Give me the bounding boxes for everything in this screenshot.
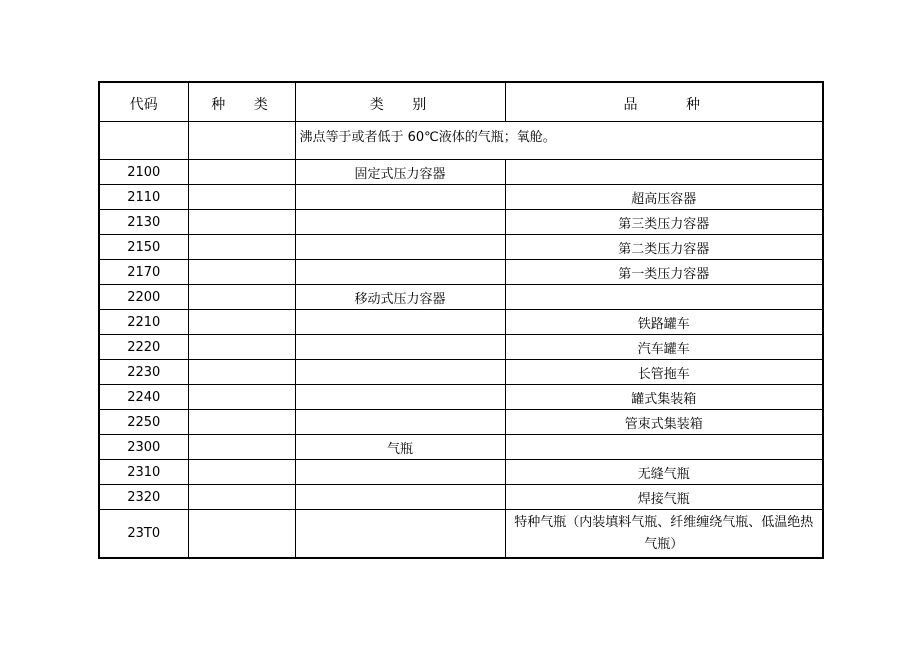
note-row — [99, 122, 823, 160]
header-kind: 种 类 — [188, 82, 295, 122]
cell-variety: 第三类压力容器 — [505, 210, 823, 235]
cell-variety: 超高压容器 — [505, 185, 823, 210]
cell-category: 移动式压力容器 — [295, 285, 505, 310]
header-category: 类 别 — [295, 82, 505, 122]
cell-category: 气瓶 — [295, 435, 505, 460]
cell-category — [295, 460, 505, 485]
cell-variety: 铁路罐车 — [505, 310, 823, 335]
cell-variety: 管束式集装箱 — [505, 410, 823, 435]
cell-kind — [188, 285, 295, 310]
cell-category: 固定式压力容器 — [295, 160, 505, 185]
cell-category — [295, 310, 505, 335]
cell-variety — [505, 285, 823, 310]
cell-code: 2320 — [99, 485, 188, 510]
cell-code: 2230 — [99, 360, 188, 385]
cell-category — [295, 235, 505, 260]
cell-category — [295, 510, 505, 559]
table-row — [99, 510, 823, 559]
cell-variety: 无缝气瓶 — [505, 460, 823, 485]
cell-kind — [188, 210, 295, 235]
table-row — [99, 210, 823, 235]
cell-kind — [188, 160, 295, 185]
table-row — [99, 160, 823, 185]
cell-code: 2310 — [99, 460, 188, 485]
table-row — [99, 235, 823, 260]
cell-kind — [188, 435, 295, 460]
cell-code: 2200 — [99, 285, 188, 310]
cell-kind — [188, 410, 295, 435]
cell-category — [295, 385, 505, 410]
cell-kind — [188, 360, 295, 385]
cell-kind — [188, 510, 295, 559]
cell-code: 2110 — [99, 185, 188, 210]
header-variety: 品 种 — [505, 82, 823, 122]
cell-category — [295, 485, 505, 510]
cell-code: 2220 — [99, 335, 188, 360]
cell-code: 2240 — [99, 385, 188, 410]
table-row — [99, 485, 823, 510]
cell-code: 2130 — [99, 210, 188, 235]
note-kind-cell — [188, 122, 295, 160]
note-text: 沸点等于或者低于 60℃液体的气瓶；氧舱。 — [295, 122, 823, 160]
cell-variety: 罐式集装箱 — [505, 385, 823, 410]
cell-category — [295, 410, 505, 435]
cell-code: 2300 — [99, 435, 188, 460]
cell-kind — [188, 335, 295, 360]
table-row — [99, 460, 823, 485]
table-row — [99, 435, 823, 460]
table-row — [99, 410, 823, 435]
cell-category — [295, 335, 505, 360]
cell-kind — [188, 460, 295, 485]
table-row — [99, 260, 823, 285]
table-row — [99, 310, 823, 335]
cell-variety: 焊接气瓶 — [505, 485, 823, 510]
cell-category — [295, 260, 505, 285]
cell-kind — [188, 310, 295, 335]
cell-kind — [188, 385, 295, 410]
cell-code: 2170 — [99, 260, 188, 285]
cell-code: 23T0 — [99, 510, 188, 559]
cell-category — [295, 210, 505, 235]
cell-kind — [188, 235, 295, 260]
cell-code: 2100 — [99, 160, 188, 185]
cell-variety: 汽车罐车 — [505, 335, 823, 360]
cell-category — [295, 185, 505, 210]
cell-kind — [188, 260, 295, 285]
table-row — [99, 385, 823, 410]
table-row — [99, 335, 823, 360]
cell-variety: 长管拖车 — [505, 360, 823, 385]
classification-table — [98, 81, 824, 559]
cell-variety: 第二类压力容器 — [505, 235, 823, 260]
cell-code: 2210 — [99, 310, 188, 335]
note-code-cell — [99, 122, 188, 160]
table-row — [99, 185, 823, 210]
header-row — [99, 82, 823, 122]
header-code: 代码 — [99, 82, 188, 122]
cell-kind — [188, 185, 295, 210]
table-row — [99, 285, 823, 310]
cell-variety — [505, 160, 823, 185]
cell-code: 2250 — [99, 410, 188, 435]
document-page — [98, 81, 822, 559]
cell-category — [295, 360, 505, 385]
cell-variety: 第一类压力容器 — [505, 260, 823, 285]
table-row — [99, 360, 823, 385]
cell-variety — [505, 435, 823, 460]
cell-code: 2150 — [99, 235, 188, 260]
cell-variety: 特种气瓶（内装填料气瓶、纤维缠绕气瓶、低温绝热气瓶） — [505, 510, 823, 559]
cell-kind — [188, 485, 295, 510]
